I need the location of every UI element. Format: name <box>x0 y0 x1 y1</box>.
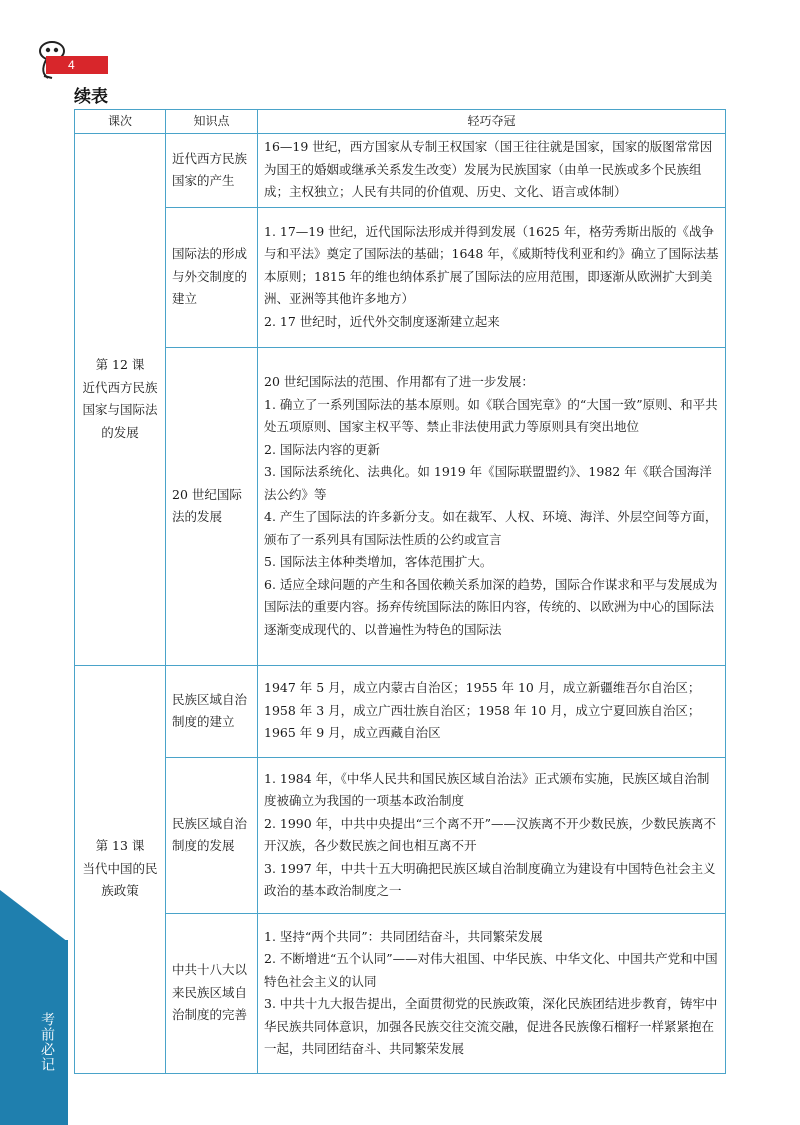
content-line: 3. 中共十九大报告提出，全面贯彻党的民族政策，深化民族团结进步教育，铸牢中华民族共同体意识，加强各民族交往交流交融，促进各民族像石榴籽一样紧紧抱在一起，共同团结奋斗、共同繁荣发展 <box>264 996 718 1056</box>
content-line: 2. 不断增进“五个认同”——对伟大祖国、中华民族、中华文化、中国共产党和中国特色社会主义的认同 <box>264 951 718 989</box>
column-header-lesson: 课次 <box>75 110 166 134</box>
sidebar-corner <box>0 890 68 942</box>
table-row <box>75 913 726 1073</box>
page-number: 4 <box>46 56 108 74</box>
topic-cell: 近代西方民族国家的产生 <box>166 133 258 207</box>
column-header-topic: 知识点 <box>166 110 258 134</box>
topic-cell: 中共十八大以来民族区域自治制度的完善 <box>166 913 258 1073</box>
continued-title: 续表 <box>74 87 108 107</box>
lesson-number: 第 12 课 <box>95 357 145 372</box>
lesson-title: 当代中国的民族政策 <box>82 860 158 899</box>
content-line: 1. 确立了一系列国际法的基本原则。如《联合国宪章》的“大国一致”原则、和平共处五项原则、国家主权平等、禁止非法使用武力等原则具有突出地位 <box>264 396 718 434</box>
content-line: 5. 国际法主体种类增加，客体范围扩大。 <box>264 554 493 569</box>
content-line: 4. 产生了国际法的许多新分支。如在裁军、人权、环境、海洋、外层空间等方面，颁布了一系列具有国际法性质的公约或宣言 <box>264 509 718 547</box>
content-line: 3. 1997 年，中共十五大明确把民族区域自治制度确立为建设有中国特色社会主义政治的基本政治制度之一 <box>264 860 716 898</box>
knowledge-table <box>74 109 726 1074</box>
lesson-number: 第 13 课 <box>95 838 145 854</box>
table-row <box>75 133 726 207</box>
topic-cell: 20 世纪国际法的发展 <box>166 347 258 665</box>
lesson-cell <box>75 665 166 1073</box>
table-row <box>75 347 726 665</box>
table-row <box>75 757 726 913</box>
content-line: 16—19 世纪，西方国家从专制王权国家（国王往往就是国家，国家的版图常常因为国王的婚姻或继承关系发生改变）发展为民族国家（由单一民族或多个民族组成；主权独立；人民有共同的价值观、历史、文化、语言或体制） <box>264 139 713 200</box>
column-header-content: 轻巧夺冠 <box>258 110 726 134</box>
content-cell <box>258 347 726 665</box>
content-line: 3. 国际法系统化、法典化。如 1919 年《国际联盟盟约》、1982 年《联合国海洋法公约》等 <box>264 464 712 502</box>
content-line: 2. 国际法内容的更新 <box>264 441 380 457</box>
lesson-cell <box>75 133 166 665</box>
content-cell <box>258 665 726 757</box>
table-row <box>75 207 726 347</box>
topic-cell: 国际法的形成与外交制度的建立 <box>166 207 258 347</box>
topic-cell: 民族区域自治制度的建立 <box>166 665 258 757</box>
table-row <box>75 665 726 757</box>
content-line: 1. 坚持“两个共同”：共同团结奋斗，共同繁荣发展 <box>264 928 543 944</box>
sidebar-label: 考前必记 <box>40 1012 56 1072</box>
content-cell <box>258 207 726 347</box>
content-cell <box>258 133 726 207</box>
content-line: 1947 年 5 月，成立内蒙古自治区；1955 年 10 月，成立新疆维吾尔自治区；1958 年 3 月，成立广西壮族自治区；1958 年 10 月，成立宁夏回族自治区；1965 年 9 月，成立西藏自治区 <box>264 680 701 741</box>
content-line: 1. 17—19 世纪，近代国际法形成并得到发展（1625 年，格劳秀斯出版的《战争与和平法》奠定了国际法的基础；1648 年，《威斯特伐利亚和约》确立了国际法基本原则；1815 年的维也纳体系扩展了国际法的应用范围，即逐渐从欧洲扩大到美洲、亚洲等其他许多地方） <box>264 223 719 307</box>
topic-cell: 民族区域自治制度的发展 <box>166 757 258 913</box>
content-line: 1. 1984 年，《中华人民共和国民族区域自治法》正式颁布实施，民族区域自治制度被确立为我国的一项基本政治制度 <box>264 770 710 808</box>
content-line: 6. 适应全球问题的产生和各国依赖关系加深的趋势，国际合作谋求和平与发展成为国际法的重要内容。扬弃传统国际法的陈旧内容，传统的、以欧洲为中心的国际法逐渐变成现代的、以普遍性为特色的国际法 <box>264 576 718 637</box>
table-header-row <box>75 110 726 134</box>
content-line: 20 世纪国际法的范围、作用都有了进一步发展： <box>264 374 534 389</box>
content-cell <box>258 913 726 1073</box>
content-cell <box>258 757 726 913</box>
content-line: 2. 1990 年，中共中央提出“三个离不开”——汉族离不开少数民族，少数民族离不开汉族，各少数民族之间也相互离不开 <box>264 815 716 853</box>
content-line: 2. 17 世纪时，近代外交制度逐渐建立起来 <box>264 313 500 329</box>
lesson-title: 近代西方民族国家与国际法的发展 <box>82 379 158 440</box>
